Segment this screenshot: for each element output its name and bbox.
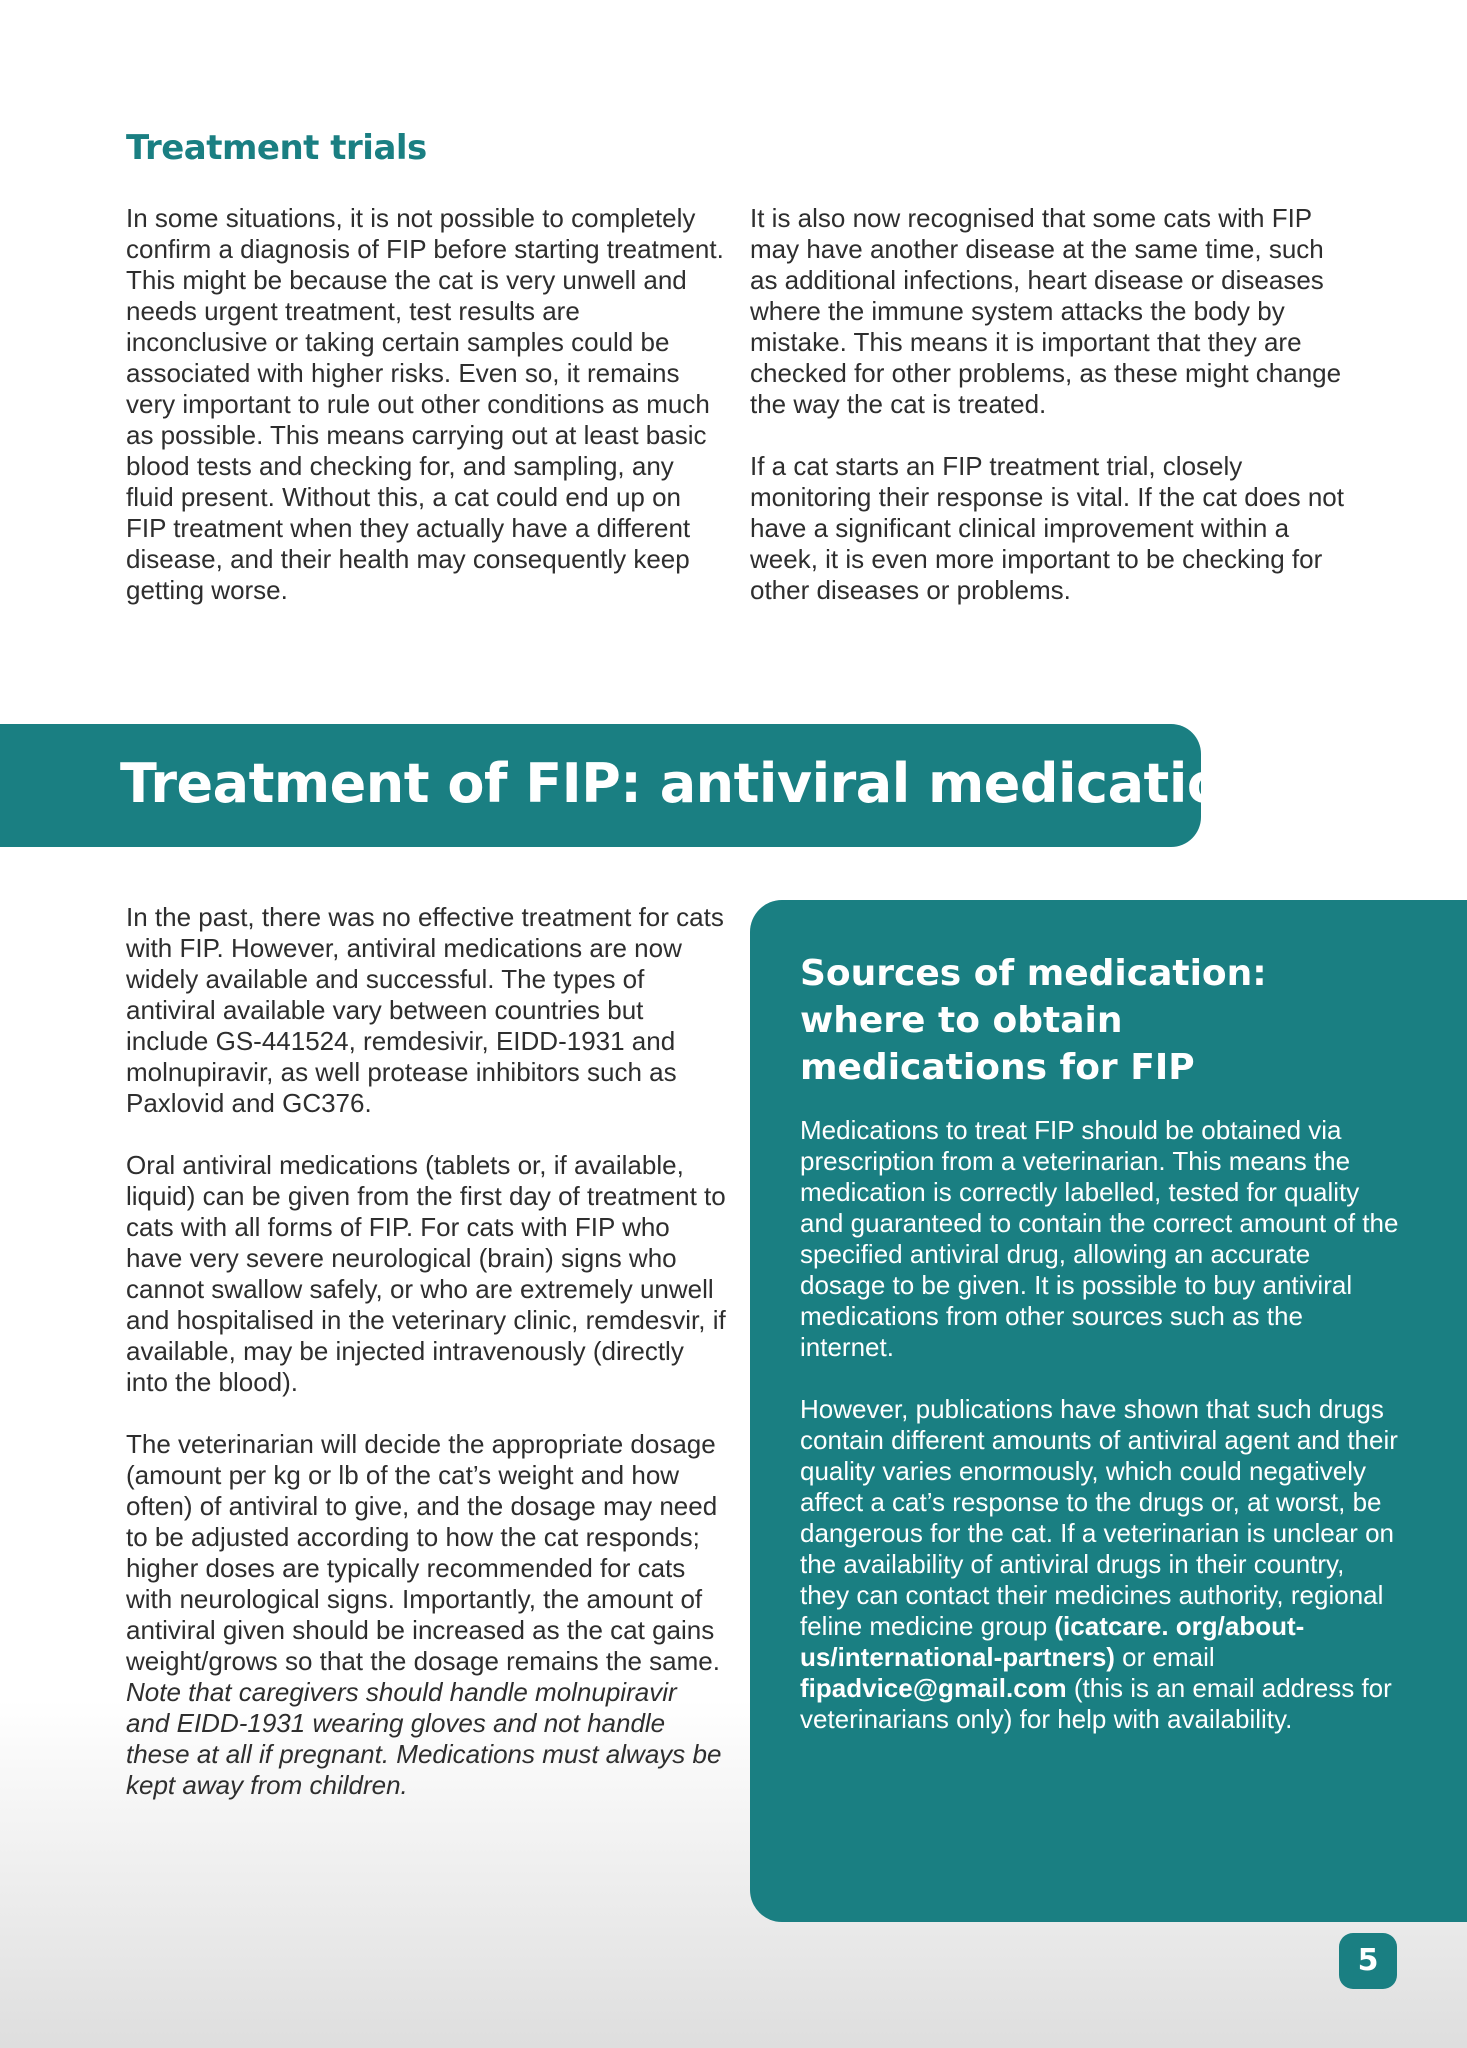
antiviral-paragraph-3-text: The veterinarian will decide the appropriate dosage (amount per kg or lb of the cat’s weight and how often) of antiviral to give, and the dosage may need to be adjusted according to how the cat responds; higher doses are typically recommended for cats with neurological signs. Importantly, the amount of antiviral given should be increased as the cat gains weight/grows so that the dosage remains the same. (126, 1429, 720, 1676)
treatment-trials-left-paragraph: In some situations, it is not possible to completely confirm a diagnosis of FIP before starting treatment. This might be because the cat is very unwell and needs urgent treatment, test results are inconclusive or taking certain samples could be associated with higher risks. Even so, it remains very important to rule out other conditions as much as possible. This means carrying out at least basic blood tests and checking for, and sampling, any fluid present. Without this, a cat could end up on FIP treatment when they actually have a different disease, and their health may consequently keep getting worse. (126, 203, 724, 605)
sources-of-medication-box (750, 900, 1467, 1922)
antiviral-paragraph-2: Oral antiviral medications (tablets or, if available, liquid) can be given from the first day of treatment to cats with all forms of FIP. For cats with FIP who have very severe neurological (brain) signs who cannot swallow safely, or who are extremely unwell and hospitalised in the veterinary clinic, remdesvir, if available, may be injected intravenously (directly into the blood). (126, 1150, 726, 1397)
treatment-trials-right-paragraph-2: If a cat starts an FIP treatment trial, closely monitoring their response is vital. If the cat does not have a significant clinical improvement within a week, it is even more important to be checking for other diseases or problems. (750, 451, 1344, 605)
sources-paragraph-1: Medications to treat FIP should be obtained via prescription from a veterinarian. This means the medication is correctly labelled, tested for quality and guaranteed to contain the correct amount of the specified antiviral drug, allowing an accurate dosage to be given. It is possible to buy antiviral medications from other sources such as the internet. (800, 1115, 1399, 1362)
sources-paragraph-2-end: (this is an email address for veterinarians only) for help with availability. (800, 1673, 1392, 1734)
antiviral-section-title: Treatment of FIP: antiviral medications (120, 752, 1294, 815)
antiviral-paragraph-3 (126, 1429, 726, 1801)
fipadvice-email-link[interactable]: fipadvice@gmail.com (800, 1673, 1067, 1703)
treatment-trials-right-column (750, 203, 1350, 606)
treatment-trials-heading: Treatment trials (126, 128, 427, 168)
page-number-badge: 5 (1339, 1933, 1397, 1989)
sources-paragraph-2-start: However, publications have shown that such drugs contain different amounts of antiviral agent and their quality varies enormously, which could negatively affect a cat’s response to the drugs or, at worst, be dangerous for the cat. If a veterinarian is unclear on the availability of antiviral drugs in their country, they can contact their medicines authority, regional feline medicine group (800, 1394, 1398, 1641)
antiviral-paragraph-1: In the past, there was no effective treatment for cats with FIP. However, antiviral medications are now widely available and successful. The types of antiviral available vary between countries but include GS-441524, remdesivir, EIDD-1931 and molnupiravir, as well protease inhibitors such as Paxlovid and GC376. (126, 902, 724, 1118)
antiviral-text-column (126, 902, 726, 1801)
icatcare-partners-link[interactable]: (icatcare. org/about-us/international-partners) (800, 1611, 1305, 1672)
treatment-trials-left-column (126, 203, 726, 606)
antiviral-section-banner (0, 724, 1294, 847)
sources-paragraph-2 (800, 1394, 1400, 1735)
treatment-trials-right-paragraph-1: It is also now recognised that some cats with FIP may have another disease at the same time, such as additional infections, heart disease or diseases where the immune system attacks the body by mistake. This means it is important that they are checked for other problems, as these might change the way the cat is treated. (750, 203, 1342, 419)
caregiver-safety-note: Note that caregivers should handle molnupiravir and EIDD-1931 wearing gloves and not handle these at all if pregnant. Medications must always be kept away from children. (126, 1677, 722, 1800)
sources-body (800, 1115, 1400, 1766)
or-email-text: or email (1122, 1642, 1215, 1672)
sources-heading: Sources of medication: where to obtain medications for FIP (800, 953, 1267, 1088)
